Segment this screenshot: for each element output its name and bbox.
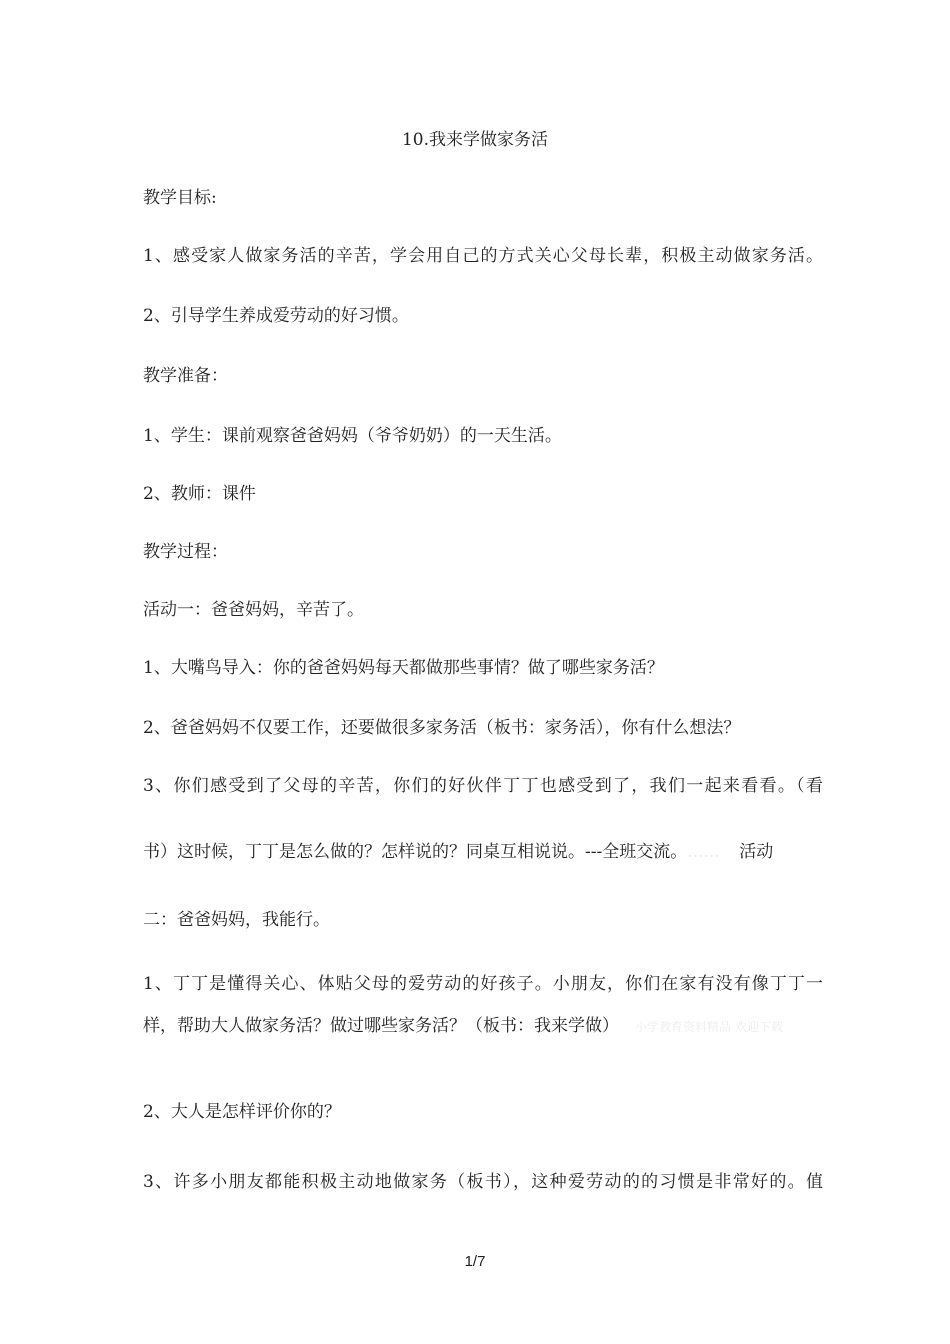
paragraph-line: 1、大嘴鸟导入：你的爸爸妈妈每天都做那些事情？做了哪些家务活？ [143,658,664,678]
activity-heading: 二：爸爸妈妈，我能行。 [143,910,330,930]
line-text: 活动 [739,842,774,862]
section-heading-objectives: 教学目标: [143,188,217,208]
activity-heading: 活动一：爸爸妈妈，辛苦了。 [143,600,364,620]
line-text: 书）这时候，丁丁是怎么做的？怎样说的？同桌互相说说。---全班交流。 [143,842,688,862]
section-heading-process: 教学过程： [143,542,228,562]
paragraph-line: 2、教师：课件 [143,484,256,504]
paragraph-line: 2、大人是怎样评价你的？ [143,1102,341,1122]
paragraph-line: 2、爸爸妈妈不仅要工作，还要做很多家务活（板书：家务活），你有什么想法？ [143,718,741,738]
paragraph-line: 3、你们感受到了父母的辛苦，你们的好伙伴丁丁也感受到了，我们一起来看看。（看 [143,776,823,796]
line-text: 样，帮助大人做家务活？做过哪些家务活？（板书：我来学做） [143,1016,619,1036]
paragraph-line: 3、许多小朋友都能积极主动地做家务（板书），这种爱劳动的的习惯是非常好的。值 [143,1172,823,1192]
page-title: 10.我来学做家务活 [401,130,549,150]
page-number: 1/7 [464,1253,486,1270]
paragraph-line [143,1014,823,1039]
paragraph-line: 1、丁丁是懂得关心、体贴父母的爱劳动的好孩子。小朋友，你们在家有没有像丁丁一 [143,974,823,994]
paragraph-line: 1、感受家人做家务活的辛苦，学会用自己的方式关心父母长辈，积极主动做家务活。 [143,246,823,266]
paragraph-line: 1、学生：课前观察爸爸妈妈（爷爷奶奶）的一天生活。 [143,426,562,446]
section-heading-preparation: 教学准备： [143,366,228,386]
paragraph-line [143,840,823,864]
paragraph-line: 2、引导学生养成爱劳动的好习惯。 [143,306,409,326]
watermark-text: 小学教育资料精品 欢迎下载 [635,1020,783,1034]
watermark-dots: ...... [687,842,720,862]
